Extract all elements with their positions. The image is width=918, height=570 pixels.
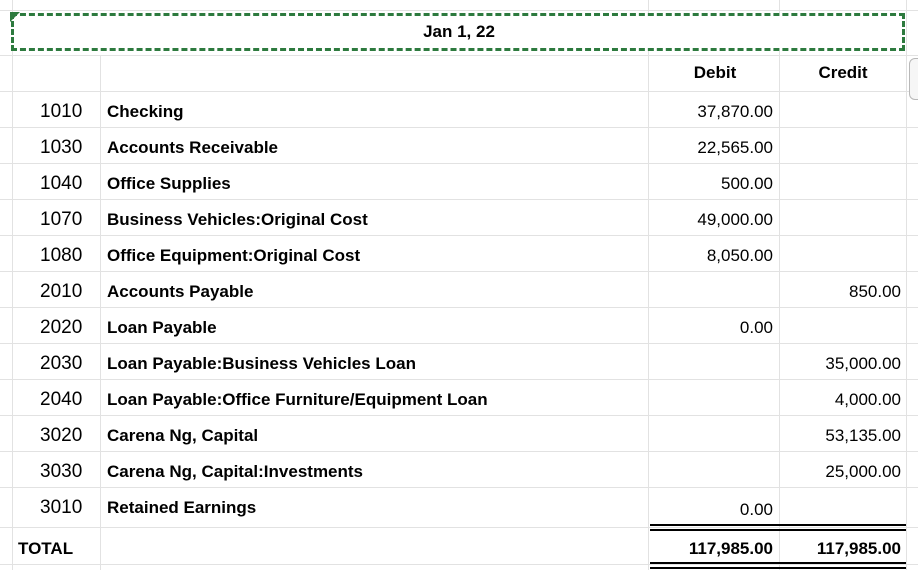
account-name: Checking — [107, 102, 184, 121]
grid-line — [906, 0, 907, 570]
account-name: Business Vehicles:Original Cost — [107, 210, 368, 229]
grid-line — [0, 487, 918, 488]
grid-line — [100, 55, 101, 570]
total-rule-top — [650, 529, 906, 531]
account-name: Carena Ng, Capital — [107, 426, 259, 445]
grid-line — [0, 527, 918, 528]
debit-amount: 49,000.00 — [697, 210, 773, 229]
account-number: 1010 — [40, 101, 83, 122]
credit-header: Credit — [818, 63, 868, 82]
account-name: Office Equipment:Original Cost — [107, 246, 361, 265]
debit-header: Debit — [693, 63, 737, 82]
grid-line — [0, 564, 918, 565]
grid-line — [0, 307, 918, 308]
account-number: 2040 — [40, 389, 83, 410]
debit-amount: 0.00 — [739, 500, 773, 519]
account-number: 2010 — [40, 281, 83, 302]
grid-line — [0, 271, 918, 272]
grid-line — [0, 163, 918, 164]
credit-amount: 850.00 — [849, 282, 901, 301]
total-credit: 117,985.00 — [816, 539, 901, 558]
report-date: Jan 1, 22 — [423, 22, 495, 41]
grid-line — [0, 91, 918, 92]
account-number: 1070 — [40, 209, 83, 230]
account-name: Retained Earnings — [107, 498, 257, 517]
account-number: 1030 — [40, 137, 83, 158]
credit-amount: 4,000.00 — [834, 390, 901, 409]
grid-line — [0, 451, 918, 452]
account-number: 3030 — [40, 461, 83, 482]
account-number: 1040 — [40, 173, 83, 194]
grid-line — [0, 10, 918, 11]
credit-amount: 25,000.00 — [825, 462, 901, 481]
total-label: TOTAL — [18, 539, 74, 558]
grid-line — [0, 415, 918, 416]
credit-amount: 35,000.00 — [825, 354, 901, 373]
grid-line — [0, 379, 918, 380]
account-number: 3020 — [40, 425, 83, 446]
account-name: Loan Payable:Business Vehicles Loan — [107, 354, 416, 373]
total-rule-bottom — [650, 562, 906, 564]
credit-amount: 53,135.00 — [825, 426, 901, 445]
account-number: 3010 — [40, 497, 83, 518]
debit-amount: 500.00 — [721, 174, 773, 193]
total-rule-bottom — [650, 567, 906, 569]
account-number: 1080 — [40, 245, 83, 266]
total-debit: 117,985.00 — [688, 539, 773, 558]
scrollbar-thumb[interactable] — [909, 58, 918, 100]
debit-amount: 22,565.00 — [697, 138, 773, 157]
account-name: Accounts Payable — [107, 282, 254, 301]
grid-line — [0, 55, 918, 56]
account-name: Office Supplies — [107, 174, 231, 193]
account-name: Loan Payable:Office Furniture/Equipment Loan — [107, 390, 488, 409]
debit-amount: 8,050.00 — [706, 246, 773, 265]
account-name: Loan Payable — [107, 318, 217, 337]
grid-line — [0, 343, 918, 344]
total-rule-top — [650, 524, 906, 526]
grid-line — [0, 235, 918, 236]
account-number: 2030 — [40, 353, 83, 374]
grid-line — [12, 0, 13, 570]
debit-amount: 0.00 — [739, 318, 773, 337]
account-name: Carena Ng, Capital:Investments — [107, 462, 364, 481]
grid-line — [0, 127, 918, 128]
grid-line — [0, 199, 918, 200]
account-name: Accounts Receivable — [107, 138, 279, 157]
account-number: 2020 — [40, 317, 83, 338]
debit-amount: 37,870.00 — [697, 102, 773, 121]
